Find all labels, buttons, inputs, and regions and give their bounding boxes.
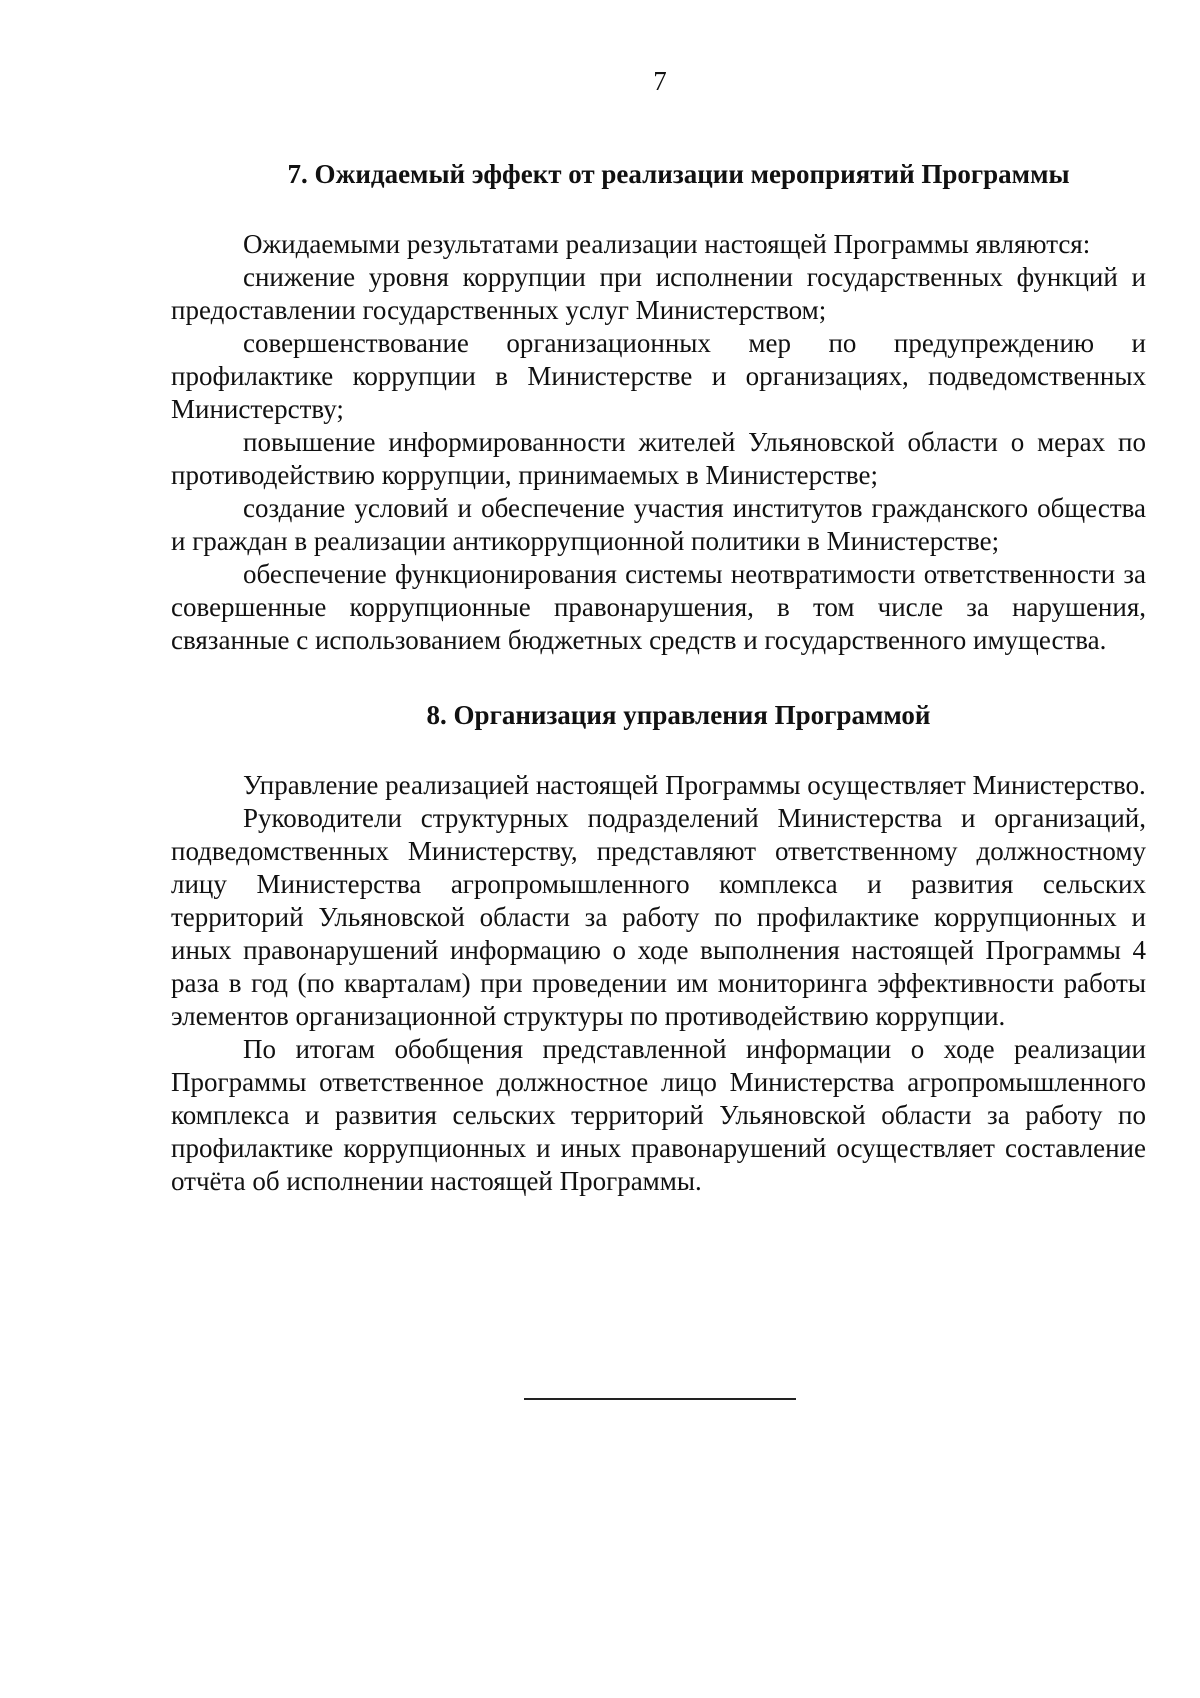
page-number: 7 [653, 66, 667, 96]
section-7-paragraph: снижение уровня коррупции при исполнении государственных функций и предоставлении государственных услуг Министерством; [171, 262, 1146, 325]
end-of-document-rule [524, 1398, 796, 1400]
document-body [171, 158, 1146, 1198]
section-8-paragraph: По итогам обобщения представленной информации о ходе реализации Программы ответственное должностное лицо Министерства агропромышленного комплекса и развития сельских территорий Ульяновской области за работу по профилактике коррупционных и иных правонарушений осуществляет составление отчёта об исполнении настоящей Программы. [171, 1034, 1146, 1196]
section-7-paragraph: совершенствование организационных мер по предупреждению и профилактике коррупции в Министерстве и организациях, подведомственных Министерству; [171, 328, 1146, 424]
section-8-paragraph: Управление реализацией настоящей Программы осуществляет Министерство. [243, 770, 1146, 800]
section-7-paragraph: создание условий и обеспечение участия институтов гражданского общества и граждан в реализации антикоррупционной политики в Министерстве; [171, 493, 1146, 556]
section-7-paragraph: Ожидаемыми результатами реализации настоящей Программы являются: [243, 229, 1091, 259]
section-7-paragraph: повышение информированности жителей Ульяновской области о мерах по противодействию коррупции, принимаемых в Министерстве; [171, 427, 1146, 490]
section-8-paragraph: Руководители структурных подразделений Министерства и организаций, подведомственных Министерству, представляют ответственному должностному лицу Министерства агропромышленного комплекса и развития сельских территорий Ульяновской области за работу по профилактике коррупционных и иных правонарушений информацию о ходе выполнения настоящей Программы 4 раза в год (по кварталам) при проведении им мониторинга эффективности работы элементов организационной структуры по противодействию коррупции. [171, 803, 1146, 1031]
section-7-heading: 7. Ожидаемый эффект от реализации мероприятий Программы [287, 159, 1070, 189]
section-7-paragraph: обеспечение функционирования системы неотвратимости ответственности за совершенные коррупционные правонарушения, в том числе за нарушения, связанные с использованием бюджетных средств и государственного имущества. [171, 559, 1146, 655]
section-8-heading: 8. Организация управления Программой [426, 700, 931, 730]
